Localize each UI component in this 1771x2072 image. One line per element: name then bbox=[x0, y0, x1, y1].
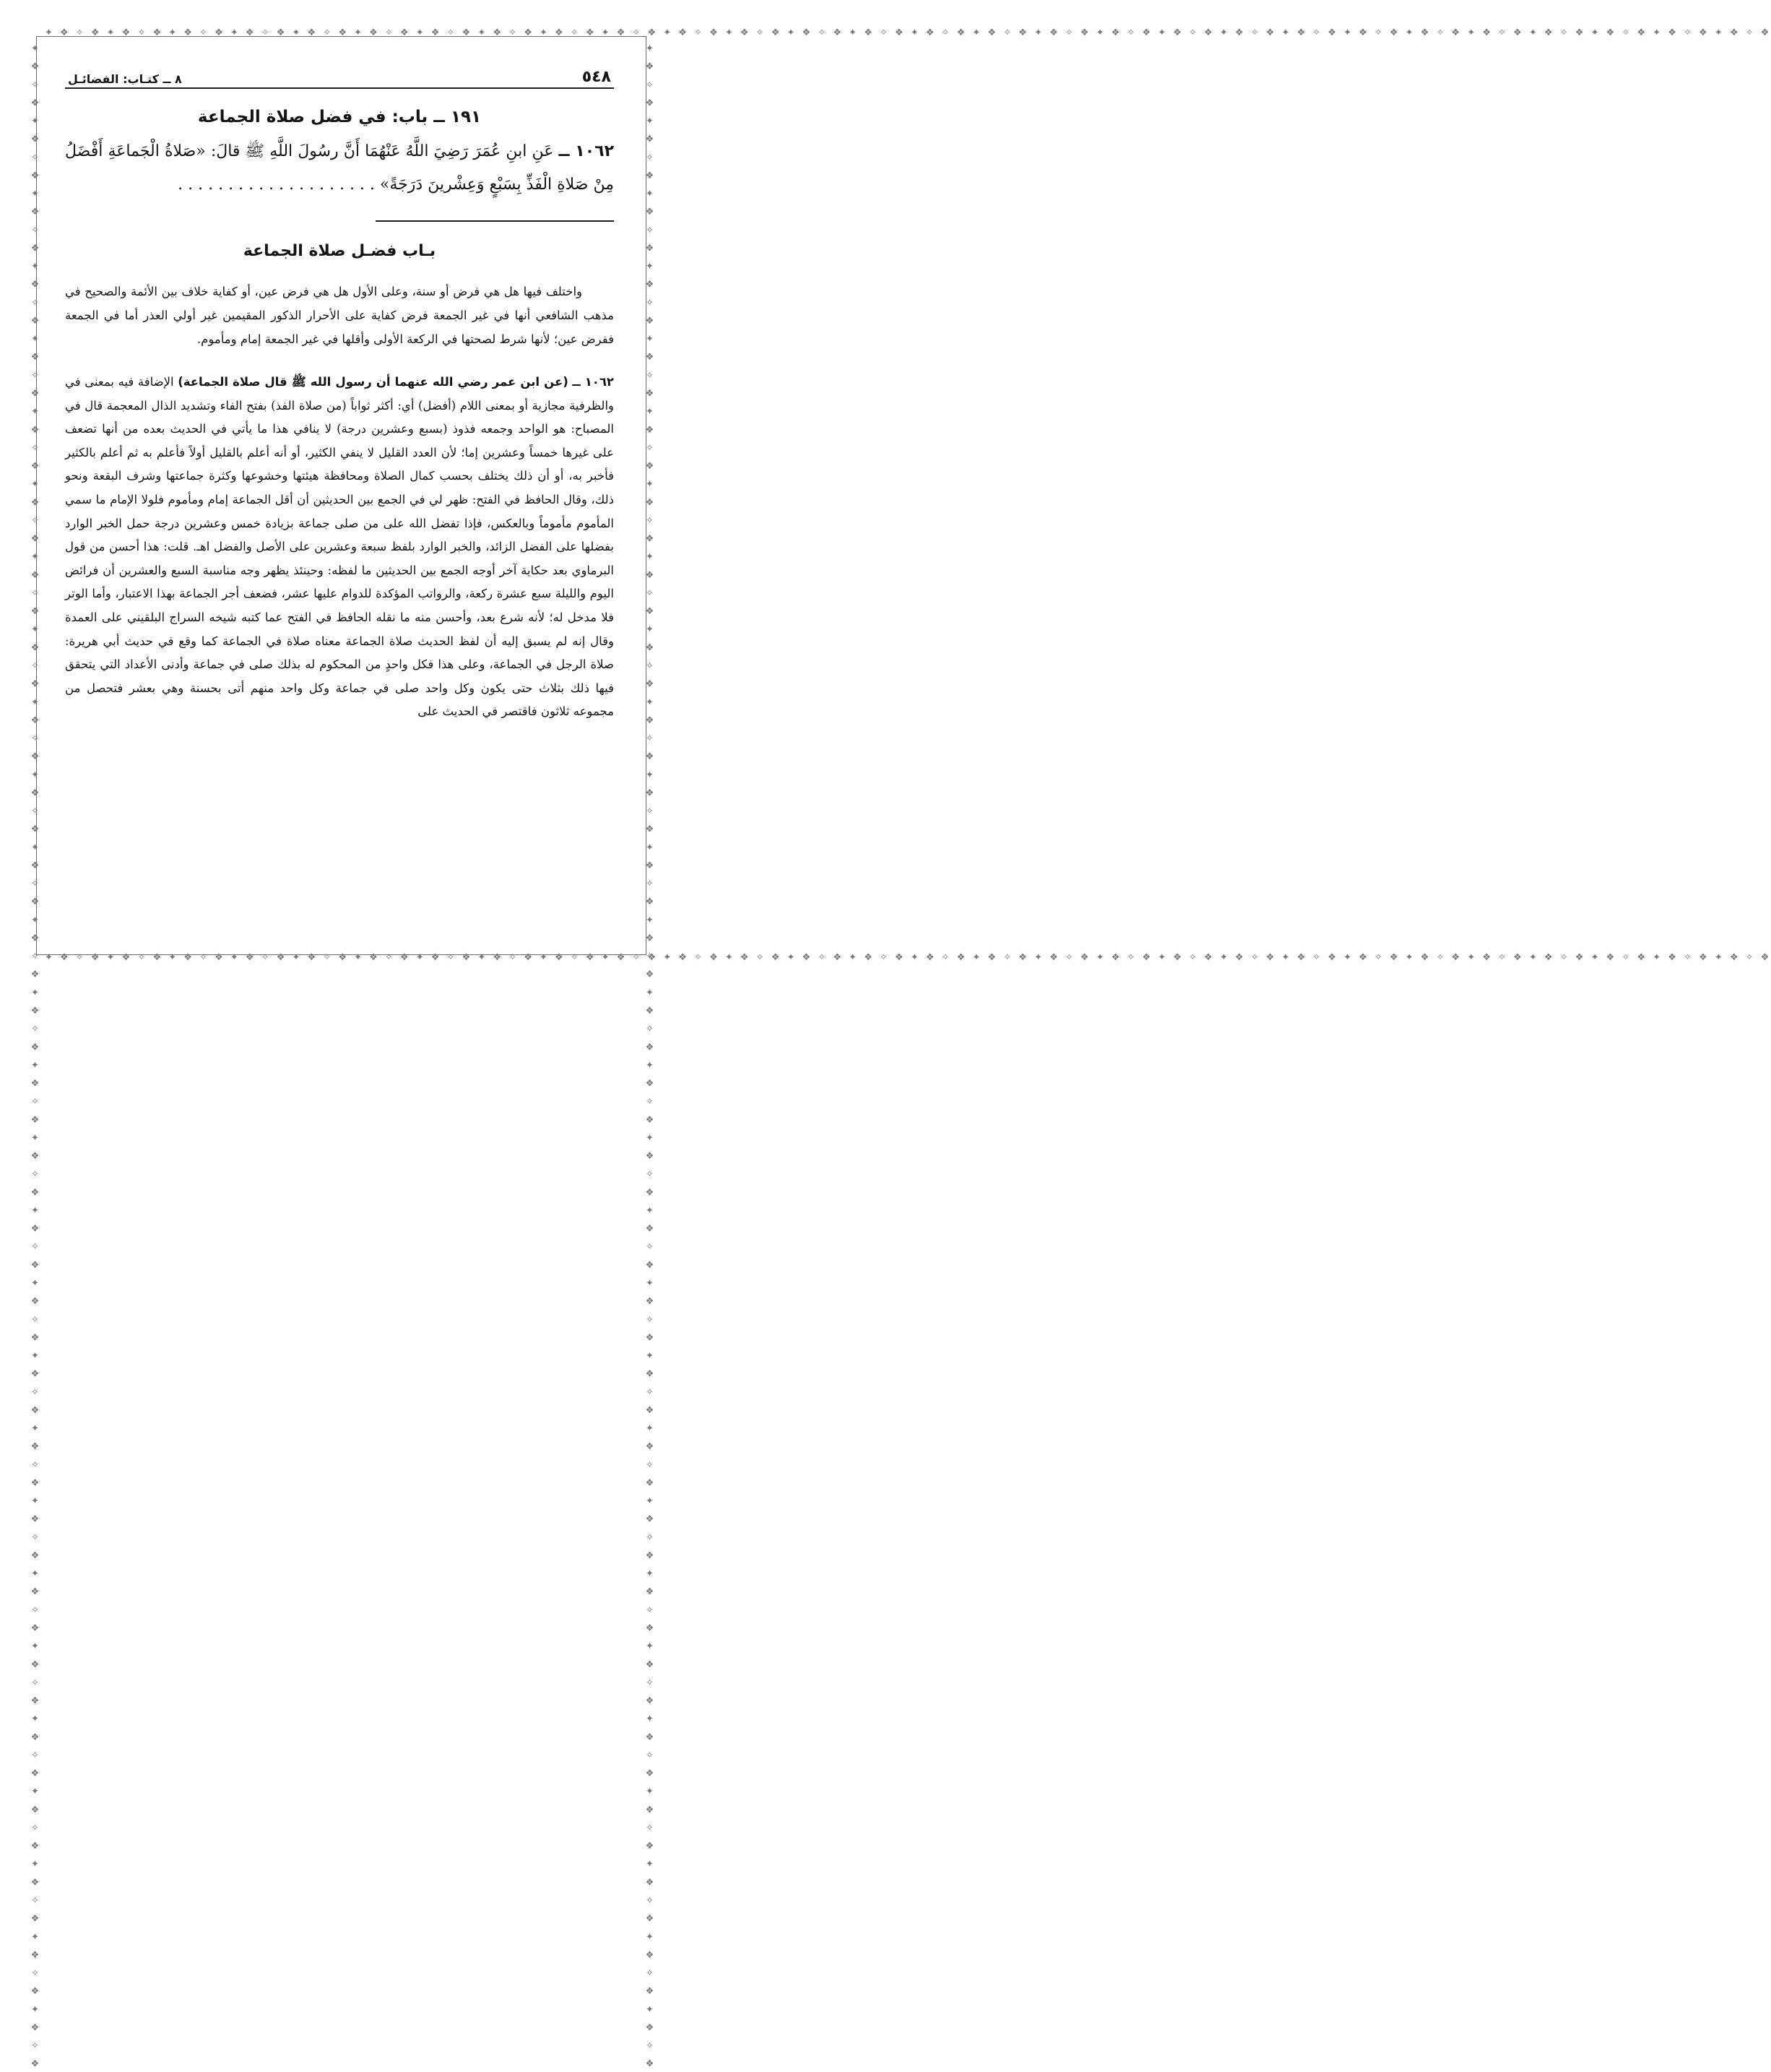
commentary-title: بـاب فضـل صلاة الجماعة bbox=[243, 242, 436, 260]
hadith-dots: . . . . . . . . . . . . . . . . . . . . bbox=[178, 176, 375, 194]
left-border-ornament: ✦ ❖ ✧ ❖ ✦ ❖ ✧ ❖ ✦ ❖ ✧ ❖ ✦ ❖ ✧ ❖ ✦ ❖ ✧ ❖ ✦ ❖ ✧ ❖ ✦ ❖ ✧ ❖ ✦ ❖ ✧ ❖ ✦ ❖ ✧ ❖ ✦ ❖ ✧ ❖ ✦ ❖ ✧ ❖ ✦ ❖ ✧ ❖ ✦ ❖ ✧ ❖ ✦ ❖ ✧ ❖ ✦ ❖ ✧ ❖ ✦ ❖ ✧ ❖ ✦ ❖ ✧ ❖ ✦ ❖ ✧ ❖ ✦ ❖ ✧ ❖ ✦ ❖ ✧ ❖ ✦ ❖ ✧ ❖ ✦ ❖ ✧ ❖ ✦ ❖ ✧ ❖ ✦ ❖ ✧ ❖ ✦ ❖ ✧ ❖ ✦ ❖ ✧ ❖ ✦ ❖ ✧ ❖ ✦ ❖ ✧ ❖ bbox=[30, 43, 40, 2072]
running-header bbox=[65, 61, 614, 89]
hadith-matn: عَنِ ابنِ عُمَرَ رَضِيَ اللَّهُ عَنْهُمَا أَنَّ رسُولَ اللَّهِ ﷺ قالَ: «صَلاةُ الْجَماعَةِ أَفْضَلُ مِنْ صَلاةِ الْفَذِّ بِسَبْعٍ وَعِشْرينَ دَرَجَةً» bbox=[65, 142, 614, 194]
hadith-number: ١٠٦٢ ــ bbox=[558, 142, 614, 160]
hadith-text bbox=[65, 135, 614, 202]
right-border-ornament: ✦ ❖ ✧ ❖ ✦ ❖ ✧ ❖ ✦ ❖ ✧ ❖ ✦ ❖ ✧ ❖ ✦ ❖ ✧ ❖ ✦ ❖ ✧ ❖ ✦ ❖ ✧ ❖ ✦ ❖ ✧ ❖ ✦ ❖ ✧ ❖ ✦ ❖ ✧ ❖ ✦ ❖ ✧ ❖ ✦ ❖ ✧ ❖ ✦ ❖ ✧ ❖ ✦ ❖ ✧ ❖ ✦ ❖ ✧ ❖ ✦ ❖ ✧ ❖ ✦ ❖ ✧ ❖ ✦ ❖ ✧ ❖ ✦ ❖ ✧ ❖ ✦ ❖ ✧ ❖ ✦ ❖ ✧ ❖ ✦ ❖ ✧ ❖ ✦ ❖ ✧ ❖ ✦ ❖ ✧ ❖ ✦ ❖ ✧ ❖ ✦ ❖ ✧ ❖ ✦ ❖ ✧ ❖ ✦ ❖ ✧ ❖ bbox=[644, 43, 655, 2072]
sharh-number: ١٠٦٢ ــ bbox=[572, 375, 614, 389]
page-content bbox=[65, 61, 614, 724]
sharh-heading: (عن ابن عمر رضي الله عنهما أن رسول الله ﷺ قال صلاة الجماعة) bbox=[178, 375, 568, 389]
top-border-ornament: ✦ ❖ ✧ ❖ ✦ ❖ ✧ ❖ ✦ ❖ ✧ ❖ ✦ ❖ ✧ ❖ ✦ ❖ ✧ ❖ ✦ ❖ ✧ ❖ ✦ ❖ ✧ ❖ ✦ ❖ ✧ ❖ ✦ ❖ ✧ ❖ ✦ ❖ ✧ ❖ ✦ ❖ ✧ ❖ ✦ ❖ ✧ ❖ ✦ ❖ ✧ ❖ ✦ ❖ ✧ ❖ ✦ ❖ ✧ ❖ ✦ ❖ ✧ ❖ ✦ ❖ ✧ ❖ ✦ ❖ ✧ ❖ ✦ ❖ ✧ ❖ ✦ ❖ ✧ ❖ ✦ ❖ ✧ ❖ ✦ ❖ ✧ ❖ ✦ ❖ ✧ ❖ ✦ ❖ ✧ ❖ ✦ ❖ ✧ ❖ ✦ ❖ ✧ ❖ ✦ ❖ ✧ ❖ ✦ ❖ ✧ ❖ bbox=[45, 27, 1771, 38]
bottom-border-ornament: ✦ ❖ ✧ ❖ ✦ ❖ ✧ ❖ ✦ ❖ ✧ ❖ ✦ ❖ ✧ ❖ ✦ ❖ ✧ ❖ ✦ ❖ ✧ ❖ ✦ ❖ ✧ ❖ ✦ ❖ ✧ ❖ ✦ ❖ ✧ ❖ ✦ ❖ ✧ ❖ ✦ ❖ ✧ ❖ ✦ ❖ ✧ ❖ ✦ ❖ ✧ ❖ ✦ ❖ ✧ ❖ ✦ ❖ ✧ ❖ ✦ ❖ ✧ ❖ ✦ ❖ ✧ ❖ ✦ ❖ ✧ ❖ ✦ ❖ ✧ ❖ ✦ ❖ ✧ ❖ ✦ ❖ ✧ ❖ ✦ ❖ ✧ ❖ ✦ ❖ ✧ ❖ ✦ ❖ ✧ ❖ ✦ ❖ ✧ ❖ ✦ ❖ ✧ ❖ ✦ ❖ ✧ ❖ ✦ ❖ ✧ ❖ bbox=[45, 952, 1771, 963]
chapter-heading: ١٩١ ــ باب: في فضل صلاة الجماعة bbox=[197, 108, 482, 126]
intro-text: واختلف فيها هل هي فرض أو سنة، وعلى الأول هل هي فرض عين، أو كفاية خلاف بين الأئمة والصحيح في مذهب الشافعي أنها في غير الجمعة فرض كفاية على الأحرار الذكور المقيمين غير أولي العذر أما في الجمعة ففرض عين؛ لأنها شرط لصحتها في الركعة الأولى وأقلها في غير الجمعة إمام ومأموم. bbox=[65, 285, 614, 346]
book-title: ٨ ــ كتـاب: الفضائـل bbox=[68, 72, 182, 86]
footnote-divider bbox=[376, 220, 614, 222]
sharh-body: الإضافة فيه بمعنى في والظرفية مجازية أو بمعنى اللام (أفضل) أي: أكثر ثواباً (من صلاة الفذ) بفتح الفاء وتشديد الذال المعجمة قال في المصباح: هو الواحد وجمعه فذوذ (بسبع وعشرين درجة) لا ينافي هذا ما يأتي في الحديث بعده من أنها تضعف على غيرها خمساً وعشرين إما؛ لأن العدد القليل لا ينفي الكثير، أو أنه أعلم بالقليل أولاً فأعلم به ثم أعلم بالكثير فأخبر به، أو أن ذلك يختلف بحسب كمال الصلاة ومحافظة هيئتها وخشوعها وكثرة جماعتها وشرف البقعة ونحو ذلك، وقال الحافظ في الفتح: ظهر لي في الجمع بين الحديثين أن أقل الجماعة إمام ومأموم فلولا الإمام ما سمي المأموم مأموماً وبالعكس، فإذا تفضل الله على من صلى جماعة بزيادة خمس وعشرين درجة حمل الخبر الوارد بفضلها على الفضل الزائد، والخبر الوارد بلفظ سبعة وعشرين على الأصل والفضل اهـ. قلت: هذا أحسن من قول البرماوي بعد حكاية آخر أوجه الجمع بين الحديثين ما لفظه: وحينئذ يظهر وجه مناسبة السبع والعشرين أن فرائض اليوم والليلة سبع عشرة ركعة، والرواتب المؤكدة للدوام عليها عشر، فضعف أجر الجماعة بهذا الاعتبار، وأما الوتر فلا مدخل له؛ لأنه شرع بعد، وأحسن منه ما نقله الحافظ في الفتح عما كتبه شيخه السراج البلقيني على العمدة وقال إنه لم يسبق إليه أن لفظ الحديث صلاة الجماعة معناه صلاة في الجماعة كما وقع في حديث أبي هريرة: صلاة الرجل في الجماعة، وعلى هذا فكل واحدٍ من المحكوم له بذلك صلى في جماعة وأدنى الأعداد التي يتحقق فيها ذلك بثلاث حتى يكون وكل واحد صلى في جماعة وكل واحد منهم أتى بحسنة وهي بعشر فتحصل من مجموعه ثلاثون فاقتصر في الحديث على bbox=[65, 375, 614, 719]
sharh-paragraph bbox=[65, 371, 614, 724]
page-number: ٥٤٨ bbox=[581, 68, 611, 86]
intro-paragraph bbox=[65, 280, 614, 351]
